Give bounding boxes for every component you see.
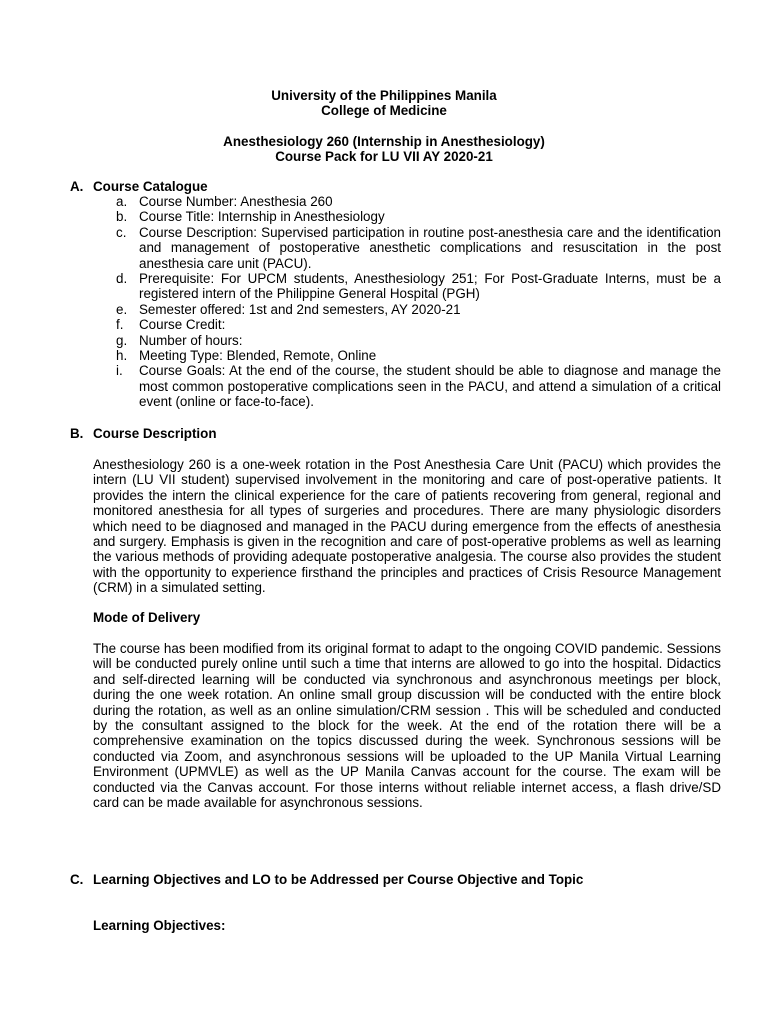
list-item: c. Course Description: Supervised participation in routine post-anesthesia care and the identification and management of postoperative anesthetic complications and resuscitation in the post anesthesia care unit (PACU). <box>116 224 721 271</box>
list-item: g. Number of hours: <box>116 332 243 348</box>
list-item: d. Prerequisite: For UPCM students, Anesthesiology 251; For Post-Graduate Interns, must be a registered intern of the Philippine General Hospital (PGH) <box>116 271 721 302</box>
list-item: h. Meeting Type: Blended, Remote, Online <box>116 348 377 364</box>
institution-header <box>0 88 768 119</box>
mode-of-delivery-heading: Mode of Delivery <box>93 610 201 625</box>
mode-of-delivery-paragraph: The course has been modified from its original format to adapt to the ongoing COVID pandemic. Sessions will be conducted purely online until such a time that interns are allowed to go into the hospital. Didactics and self-directed learning will be conducted via synchronous and asynchronous meetings per block, during the one week rotation. An online small group discussion will be conducted with the entire block during the rotation, as well as an online simulation/CRM session . This will be scheduled and conducted by the consultant assigned to the block for the week. At the end of the rotation there will be a comprehensive examination on the topics discussed during the week. Synchronous sessions will be conducted via Zoom, and asynchronous sessions will be uploaded to the UP Manila Virtual Learning Environment (UPMVLE) as well as the UP Manila Canvas account for the course. The exam will be conducted via the Canvas account. For those interns without reliable internet access, a flash drive/SD card can be made available for asynchronous sessions. <box>93 641 721 811</box>
course-pack-title: Course Pack for LU VII AY 2020-21 <box>275 149 493 165</box>
college-name: College of Medicine <box>321 103 447 119</box>
section-a-heading: A. Course Catalogue <box>70 179 208 194</box>
list-item: i. Course Goals: At the end of the course, the student should be able to diagnose and manage the most common postoperative complications seen in the PACU, and attend a simulation of a critical event (online or face-to-face). <box>116 363 721 410</box>
list-item: e. Semester offered: 1st and 2nd semesters, AY 2020-21 <box>116 301 461 317</box>
course-description-paragraph: Anesthesiology 260 is a one-week rotation in the Post Anesthesia Care Unit (PACU) which provides the intern (LU VII student) supervised involvement in the monitoring and care of post-operative patients. It provides the intern the clinical experience for the care of patients recovering from general, regional and monitored anesthesia for all types of surgeries and procedures. There are many physiologic disorders which need to be diagnosed and managed in the PACU during emergence from the effects of anesthesia and surgery. Emphasis is given in the recognition and care of post-operative problems as well as learning the various methods of providing adequate postoperative analgesia. The course also provides the student with the opportunity to experience firsthand the principles and practices of Crisis Resource Management (CRM) in a simulated setting. <box>93 457 721 596</box>
university-name: University of the Philippines Manila <box>271 88 497 103</box>
list-item: a. Course Number: Anesthesia 260 <box>116 194 333 209</box>
learning-objectives-heading: Learning Objectives: <box>93 918 226 933</box>
course-catalogue-list <box>116 194 721 410</box>
course-header <box>0 134 768 165</box>
list-item: f. Course Credit: <box>116 317 226 333</box>
section-b-heading: B. Course Description <box>70 426 217 441</box>
list-item: b. Course Title: Internship in Anesthesiology <box>116 209 385 225</box>
section-c-heading: C. Learning Objectives and LO to be Addressed per Course Objective and Topic <box>70 872 584 887</box>
course-title: Anesthesiology 260 (Internship in Anesthesiology) <box>223 134 545 149</box>
